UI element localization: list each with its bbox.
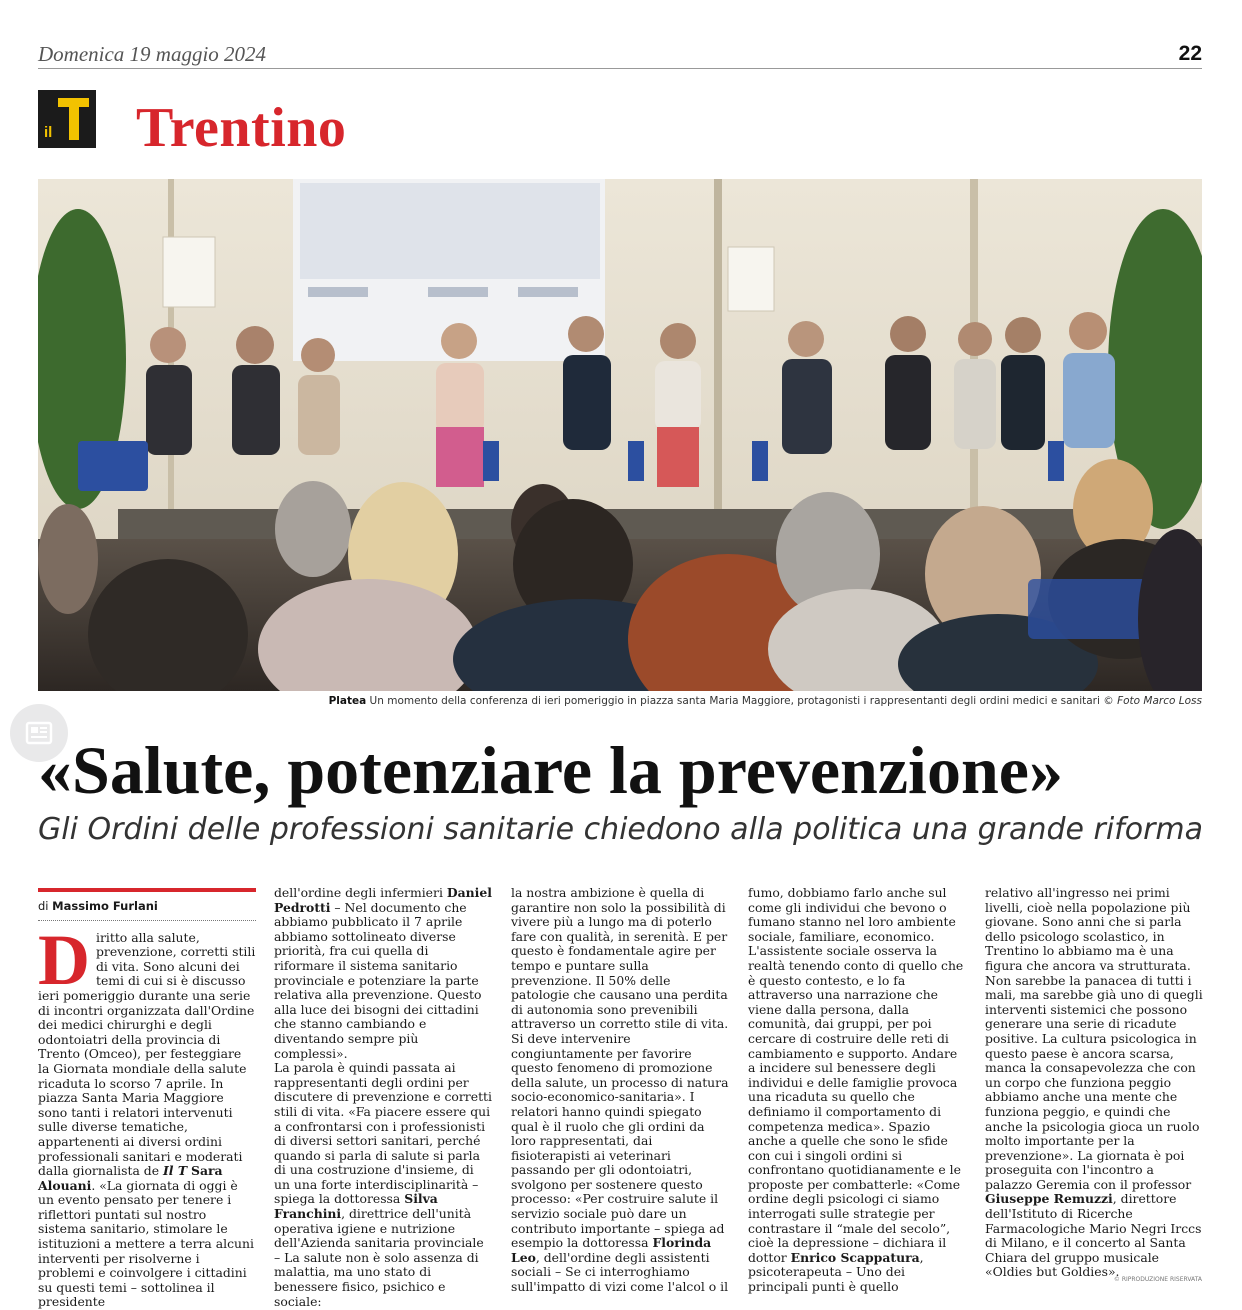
article-column-1 xyxy=(38,886,256,1310)
col3-paragraph-1: la nostra ambizione è quella di garantire non solo la possibilità di vivere più a lungo ma di poterlo fare con qualità, in serenità. E per questo è fondamentale agire per tempo e puntare sulla prevenzione. Il 50% delle patologie che causano una perdita di autonomia sono prevenibili attraverso un corretto stile di vita. xyxy=(511,885,729,1032)
byline-prefix: di xyxy=(38,899,53,913)
article-column-2 xyxy=(274,886,492,1309)
col5-text-1: relativo all'ingresso nei primi livelli, cioè nella popolazione più giovane. Sono anni che si parla dello psicologo scolastico, in Trentino lo abbiamo ma è una figura che ancora va strutturata. Non sarebbe la panacea di tutti i mali, ma sarebbe già uno di quegli interventi sistemici che possono generare una serie di ricadute positive. La cultura psicologica in questo paese è ancora scarsa, manca la consapevolezza che con un corpo che funziona peggio abbiamo anche una mente che funziona peggio, e quindi che anche la psicologia gioca un ruolo molto importante per la prevenzione». La giornata è poi proseguita con l'incontro a palazzo Geremia con il professor xyxy=(985,885,1203,1192)
issue-date: Domenica 19 maggio 2024 xyxy=(38,42,267,66)
caption-label: Platea xyxy=(328,695,367,707)
photo-caption xyxy=(38,695,1202,707)
moderator-name: Sara Alouani xyxy=(38,1163,223,1193)
col3-paragraph-2 xyxy=(511,1032,729,1295)
article-column-4 xyxy=(748,886,966,1295)
page-number: 22 xyxy=(1178,42,1202,65)
byline-accent-bar xyxy=(38,888,256,892)
col4-paragraph-1 xyxy=(748,886,966,1295)
col3-text-3: , dell'ordine degli assistenti sociali – Se ci interroghiamo sull'impatto di vizi come l'alcol o il xyxy=(511,1249,729,1295)
article-column-5 xyxy=(985,886,1203,1280)
newspaper-logo xyxy=(38,90,96,148)
col3-text-2: Si deve intervenire congiuntamente per favorire questo fenomeno di promozione della salute, un processo di natura socio-economico-sanitaria». I relatori hanno quindi spiegato qual è il ruolo che gli ordini da loro rappresentati, dai fisioterapisti ai veterinari passando per gli odontoiatri, svolgono per sostenere questo processo: «Per costruire salute il servizio sociale può dare un contributo importante – spiega ad esempio la dottoressa xyxy=(511,1030,729,1251)
col2-text-2: – Nel documento che abbiamo pubblicato il 7 aprile abbiamo sottolineato diverse priorità, fra cui quella di riformare il sistema sanitario provinciale e potenziare la parte relativa alla prevenzione. Questo alla luce dei bisogni dei cittadini che stanno cambiando e diventando sempre più complessi». xyxy=(274,899,482,1061)
photo-credit: Foto Marco Loss xyxy=(1117,695,1202,707)
drop-cap: D xyxy=(38,919,90,1000)
byline xyxy=(38,899,256,921)
col2-paragraph-1 xyxy=(274,886,492,1061)
newspaper-name: Il T xyxy=(163,1163,188,1179)
article-headline: «Salute, potenziare la prevenzione» xyxy=(38,732,1063,808)
person-name: Silva Franchini xyxy=(274,1191,438,1222)
col4-text-1: fumo, dobbiamo farlo anche sul come gli individui che bevono o fumano stanno nel loro ambiente sociale, familiare, economico. L'assistente sociale osserva la realtà tenendo conto di quello che è questo contesto, e lo fa attraverso una narrazione che viene dalla persona, dalla comunità, dai gruppi, per poi cercare di costruire delle reti di cambiamento e supporto. Andare a incidere sul benessere degli individui e delle famiglie provoca una ricaduta su quello che definiamo il comportamento di competenza medica». Spazio anche a quelle che sono le sfide con cui i singoli ordini si confrontano quotidianamente e le proposte per combatterle: «Come ordine degli psicologi ci siamo interrogati sulle strategie per contrastare il “male del secolo”, cioè la depressione – dichiara il dottor xyxy=(748,885,964,1265)
section-title: Trentino xyxy=(136,97,347,159)
col5-paragraph-1 xyxy=(985,886,1203,1280)
author-name: Massimo Furlani xyxy=(52,899,158,913)
logo-il-text: il xyxy=(44,124,53,141)
lead-paragraph xyxy=(38,919,256,1310)
person-name: Giuseppe Remuzzi xyxy=(985,1191,1113,1207)
col2-text-3: La parola è quindi passata ai rappresentanti degli ordini per discutere di prevenzione e corretti stili di vita. «Fa piacere essere qui a confrontarsi con i professionisti di diversi settori sanitari, perché quando si parla di salute si parla di una costruzione d'insieme, di un una forte interdisciplinarità – spiega la dottoressa xyxy=(274,1060,492,1207)
logo-t-stem xyxy=(69,98,79,140)
conference-scene xyxy=(38,179,1202,691)
col5-text-2: , direttore dell'Istituto di Ricerche Farmacologiche Mario Negri Irccs di Milano, e il concerto al Santa Chiara del gruppo musicale «Oldies but Goldies». xyxy=(985,1191,1202,1280)
copyright-note: © RIPRODUZIONE RISERVATA xyxy=(1113,1276,1202,1283)
person-name: Florinda Leo xyxy=(511,1235,712,1265)
header-divider xyxy=(38,68,1202,69)
person-name: Enrico Scappatura xyxy=(790,1249,920,1265)
col1-text-2: . «La giornata di oggi è un evento pensato per tenere i riflettori puntati sul nostro sistema sanitario, stimolare le istituzioni a mettere a terra alcuni interventi per risolverne i problemi e coinvolgere i cittadini su questi temi – sottolinea il presidente xyxy=(38,1177,254,1310)
article-subheadline: Gli Ordini delle professioni sanitarie chiedono alla politica una grande riforma xyxy=(38,812,1204,847)
caption-text: Un momento della conferenza di ieri pomeriggio in piazza santa Maria Maggiore, protagonisti i rappresentanti degli ordini medici e sanitari © xyxy=(366,695,1118,707)
col2-paragraph-2 xyxy=(274,1061,492,1309)
col2-text-1: dell'ordine degli infermieri xyxy=(274,885,447,900)
col4-text-2: , psicoterapeuta – Uno dei principali punti è quello xyxy=(748,1249,924,1295)
conference-photo[interactable] xyxy=(38,179,1202,691)
col1-text: iritto alla salute, prevenzione, corretti stili di vita. Sono alcuni dei temi di cui si è discusso ieri pomeriggio durante una serie di incontri organizzata dall'Ordine dei medici chirurghi e degli odontoiatri della provincia di Trento (Omceo), per festeggiare la Giornata mondiale della salute ricaduta lo scorso 7 aprile. In piazza Santa Maria Maggiore sono tanti i relatori intervenuti sulle diverse tematiche, appartenenti ai diversi ordini professionali sanitari e moderati dalla giornalista de xyxy=(38,929,256,1179)
person-name: Daniel Pedrotti xyxy=(274,885,492,915)
article-column-3 xyxy=(511,886,729,1295)
col2-text-4: , direttrice dell'unità operativa igiene e nutrizione dell'Azienda sanitaria provinciale – La salute non è solo assenza di malattia, ma uno stato di benessere fisico, psichico e sociale: xyxy=(274,1206,484,1309)
